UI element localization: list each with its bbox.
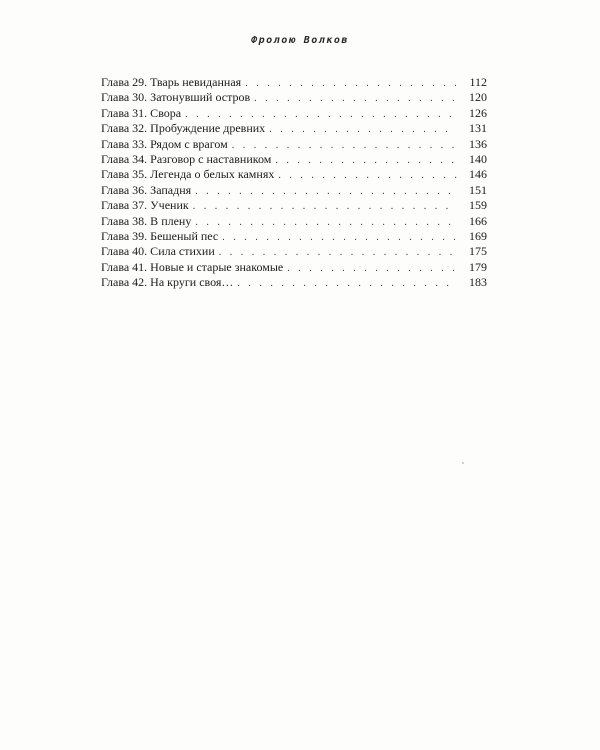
toc-entry-title: Глава 35. Легенда о белых камнях: [101, 167, 275, 182]
toc-entry-title: Глава 37. Ученик: [101, 198, 189, 213]
toc-entry-title: Глава 30. Затонувший остров: [101, 90, 251, 105]
toc-entry-title: Глава 40. Сила стихии: [101, 244, 215, 259]
toc-dot-leader: [237, 276, 457, 291]
toc-dot-leader: [195, 215, 457, 230]
toc-entry-title: Глава 36. Западня: [101, 182, 192, 197]
toc-entry-title: Глава 33. Рядом с врагом: [101, 136, 228, 151]
toc-entry: [101, 229, 487, 244]
toc-dot-leader: [185, 107, 457, 122]
toc-entry-page: 159: [469, 198, 487, 213]
toc-entry: [101, 260, 487, 275]
toc-entry-page: 120: [469, 90, 487, 105]
running-head: Фролою Волков: [251, 35, 349, 46]
toc-entry-page: 179: [469, 259, 487, 274]
toc-entry-page: 169: [469, 228, 487, 243]
toc-entry-title: Глава 38. В плену: [101, 213, 192, 228]
toc-dot-leader: [219, 245, 457, 260]
paper-speck: [462, 462, 464, 464]
toc-entry: [101, 275, 487, 290]
toc-dot-leader: [195, 184, 457, 199]
toc-entry-page: 151: [469, 182, 487, 197]
toc-entry: [101, 198, 487, 213]
toc-entry-title: Глава 34. Разговор с наставником: [101, 151, 272, 166]
toc-entry-title: Глава 39. Бешеный пес: [101, 228, 219, 243]
toc-entry: [101, 106, 487, 121]
toc-entry-title: Глава 32. Пробуждение древних: [101, 121, 266, 136]
toc-entry-page: 146: [469, 167, 487, 182]
toc-entry-page: 175: [469, 244, 487, 259]
toc-entry-page: 126: [469, 105, 487, 120]
toc-entry-title: Глава 29. Тварь невиданная: [101, 75, 242, 89]
toc-dot-leader: [254, 91, 457, 106]
toc-entry-page: 183: [469, 275, 487, 290]
toc-entry-page: 140: [469, 151, 487, 166]
toc-dot-leader: [269, 122, 457, 137]
toc-entry-title: Глава 41. Новые и старые знакомые: [101, 259, 284, 274]
toc-entry-page: 131: [469, 121, 487, 136]
toc-entry: [101, 137, 487, 152]
table-of-contents: [101, 75, 487, 290]
toc-dot-leader: [278, 168, 457, 183]
toc-entry-title: Глава 42. На круги своя…: [101, 275, 234, 290]
toc-entry: [101, 90, 487, 105]
toc-dot-leader: [193, 199, 457, 214]
toc-dot-leader: [245, 76, 457, 91]
toc-entry: [101, 214, 487, 229]
toc-entry-page: 112: [469, 75, 487, 89]
toc-dot-leader: [287, 261, 457, 276]
toc-entry: [101, 167, 487, 182]
toc-entry: [101, 121, 487, 136]
toc-dot-leader: [222, 230, 457, 245]
toc-entry: [101, 152, 487, 167]
toc-entry: [101, 183, 487, 198]
toc-entry: [101, 75, 487, 90]
toc-entry: [101, 244, 487, 259]
toc-entry-title: Глава 31. Свора: [101, 105, 182, 120]
toc-entry-page: 136: [469, 136, 487, 151]
toc-entry-page: 166: [469, 213, 487, 228]
toc-dot-leader: [232, 138, 457, 153]
toc-dot-leader: [275, 153, 457, 168]
